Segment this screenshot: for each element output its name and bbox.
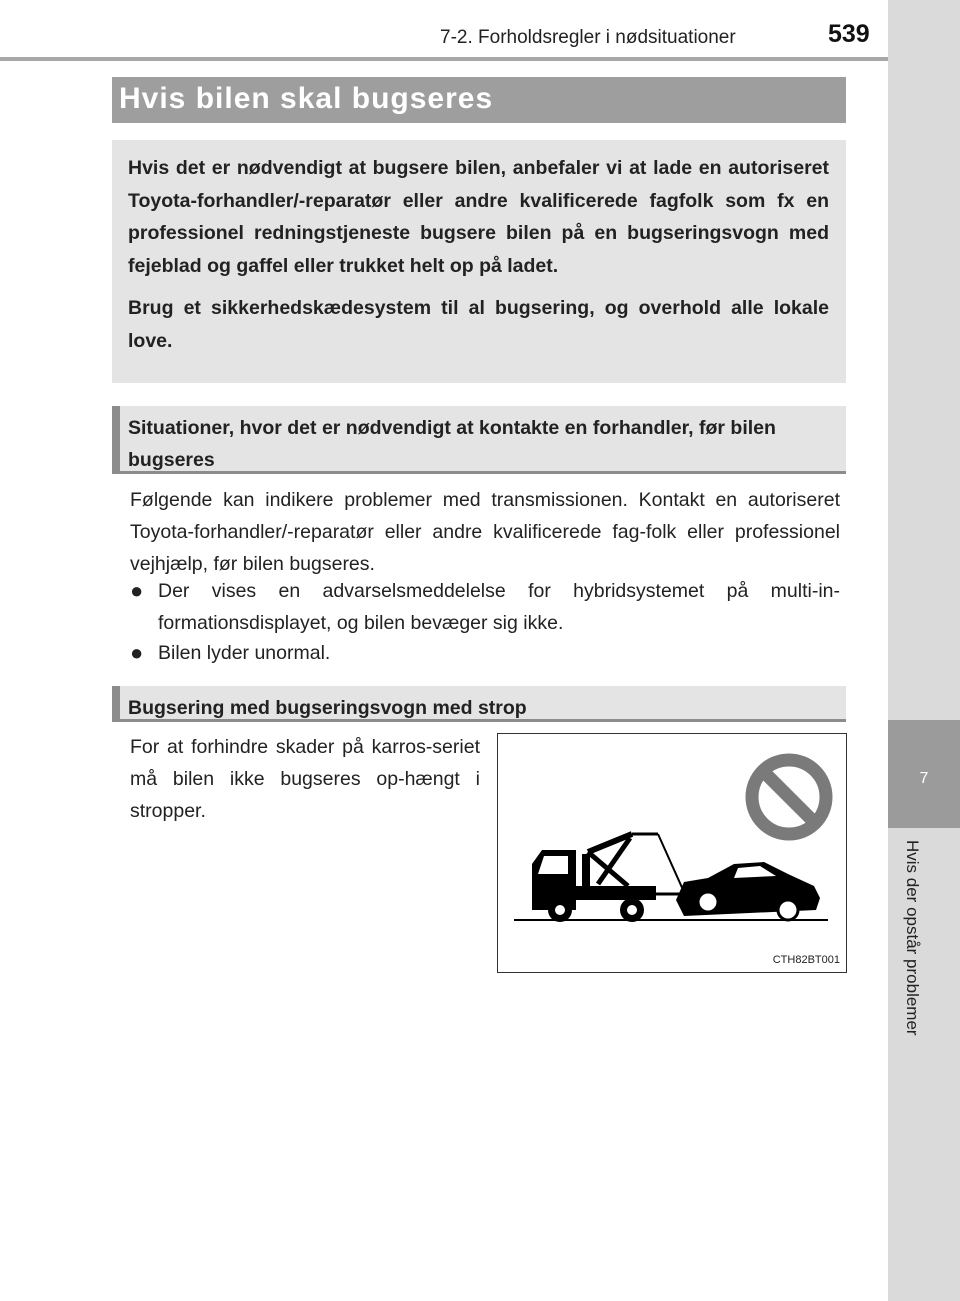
bullet-text: Bilen lyder unormal. xyxy=(158,642,331,664)
tow-truck-icon xyxy=(532,834,698,922)
figure-code: CTH82BT001 xyxy=(772,954,840,966)
subsection-heading: Situationer, hvor det er nødvendigt at kontakte en forhandler, før bilen bugseres xyxy=(112,406,846,474)
intro-paragraph: Brug et sikkerhedskædesystem til al bugsering, og overhold alle lokale love. xyxy=(128,297,829,352)
header-divider xyxy=(0,57,888,61)
page-number: 539 xyxy=(828,20,870,48)
bullet-icon: ● xyxy=(130,578,144,603)
bullet-text: Der vises en advarselsmeddelelse for hybridsystemet på multi-in-formationsdisplayet, og bilen bevæger sig ikke. xyxy=(158,580,840,634)
header-title: 7-2. Forholdsregler i nødsituationer xyxy=(440,27,736,48)
body-paragraph: Følgende kan indikere problemer med transmissionen. Kontakt en autoriseret Toyota-forhandler/-reparatør eller andre kvalificerede fag-folk eller professionel vejhjælp, før bilen bugseres. xyxy=(130,489,840,575)
intro-box xyxy=(112,140,846,383)
bullet-item xyxy=(130,637,840,669)
chapter-label: Hvis der opstår problemer xyxy=(903,840,922,1036)
tow-illustration-svg xyxy=(498,734,846,972)
intro-paragraph: Hvis det er nødvendigt at bugsere bilen, anbefaler vi at lade en autoriseret Toyota-forhandler/-reparatør eller andre kvalificerede fagfolk som fx en professionel redningstjeneste bugsere bilen på en bugseringsvogn med fejeblad og gaffel eller trukket helt op på ladet. xyxy=(128,157,829,277)
prohibited-icon xyxy=(752,760,826,834)
car-icon xyxy=(676,862,820,920)
tow-illustration xyxy=(497,733,847,973)
chapter-number: 7 xyxy=(919,770,929,787)
bullet-item xyxy=(130,575,840,639)
section-title: Hvis bilen skal bugseres xyxy=(112,77,846,123)
body-paragraph: For at forhindre skader på karros-seriet må bilen ikke bugseres op-hængt i stropper. xyxy=(130,736,480,822)
side-tab xyxy=(888,0,960,1301)
bullet-icon: ● xyxy=(130,640,144,665)
subsection-heading: Bugsering med bugseringsvogn med strop xyxy=(112,686,846,722)
